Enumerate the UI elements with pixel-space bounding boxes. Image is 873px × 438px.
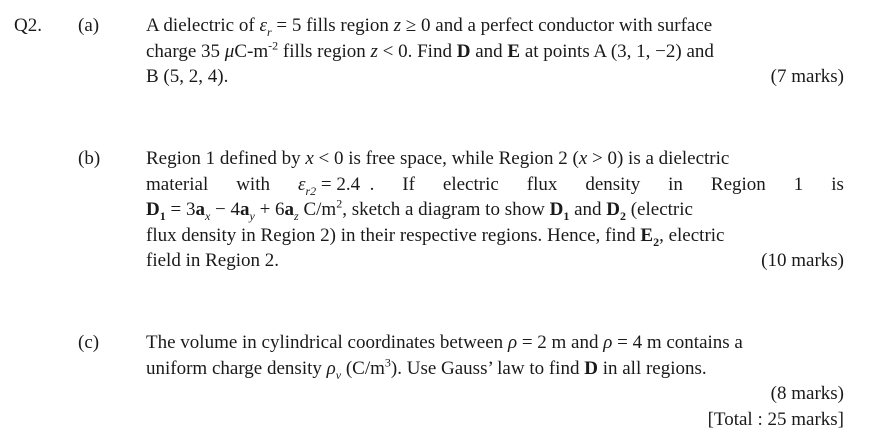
part-a-marks: (7 marks) [770, 66, 844, 87]
total-marks: [Total : 25 marks] [707, 408, 844, 430]
part-c-text [146, 330, 844, 432]
part-c-label: (c) [78, 332, 100, 353]
part-c-line-2: uniform charge density $\rho_v$ $(C/m^3)$. Use Gauss’ law to find D in all regions. [146, 355, 707, 382]
part-c-marks: (8 marks) [770, 383, 844, 404]
part-a-line-2: charge 35 $\mu C-m^{-2}$ fills region z < 0. Find D and E at points A (3, 1, −2) and [146, 38, 714, 62]
part-a-text [146, 13, 844, 90]
part-b-text [146, 146, 844, 274]
part-c-line-1: The volume in cylindrical coordinates between ρ = 2 m and ρ = 4 m contains a [146, 332, 743, 353]
part-b-marks: (10 marks) [761, 250, 844, 271]
part-b-line-3: $D_1 = 3a_x - 4a_y + 6a_z$ $C/m^2$, sketch a diagram to show $D_1$ and $D_2$ (electric [146, 196, 693, 223]
part-b-line-4: flux density in Region 2) in their respective regions. Hence, find $E_2$, electric [146, 224, 725, 249]
part-b-line-5: field in Region 2. (10 marks) [146, 248, 844, 274]
part-b-line-1: Region 1 defined by x < 0 is free space, while Region 2 (x > 0) is a dielectric [146, 148, 730, 169]
part-a-line-3: B (5, 2, 4). (7 marks) [146, 64, 844, 90]
part-b-label: (b) [78, 148, 101, 169]
part-b-line-2: material with $\varepsilon_{r2} = 2.4$ . If electric flux density in Region 1 is [146, 173, 844, 198]
part-a-label: (a) [78, 15, 100, 36]
part-a-line-1: A dielectric of $\varepsilon_r = 5$ fills region z ≥ 0 and a perfect conductor with surface [146, 15, 713, 39]
question-number: Q2. [14, 15, 42, 36]
